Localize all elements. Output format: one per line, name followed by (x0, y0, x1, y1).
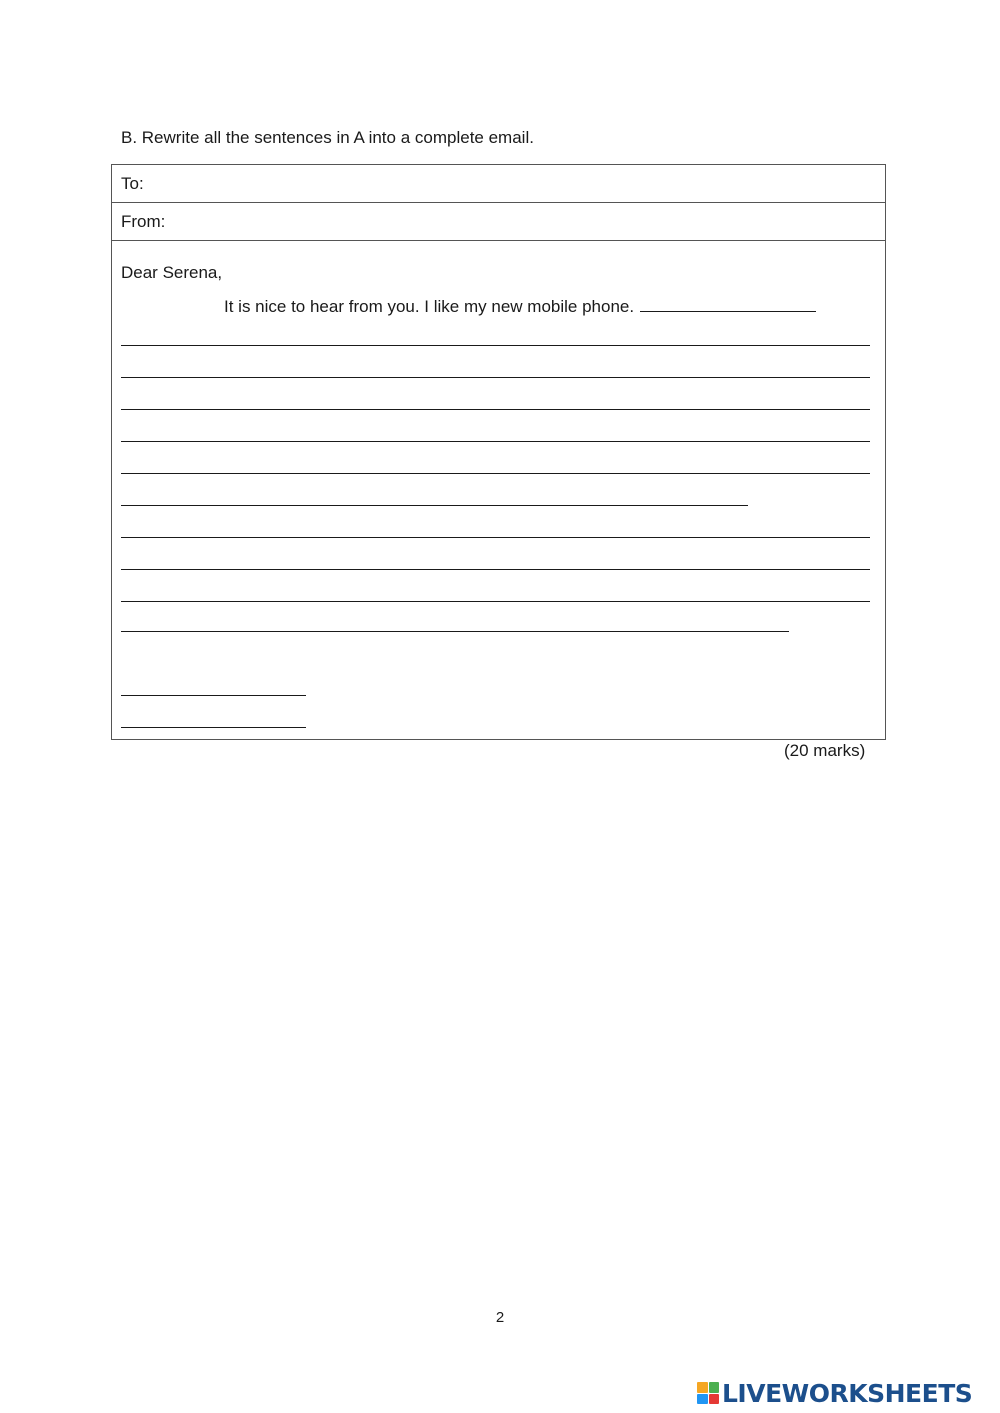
brand-name: LIVEWORKSHEETS (722, 1378, 973, 1408)
answer-line[interactable] (121, 441, 870, 442)
page-number: 2 (495, 1309, 505, 1326)
answer-line[interactable] (121, 601, 870, 602)
first-line-blank[interactable] (640, 295, 816, 312)
instruction-text: B. Rewrite all the sentences in A into a complete email. (121, 128, 534, 147)
closing-line[interactable] (121, 695, 306, 696)
answer-line[interactable] (121, 377, 870, 378)
answer-line[interactable] (121, 537, 870, 538)
answer-line[interactable] (121, 345, 870, 346)
brand-logo-icon (697, 1382, 719, 1404)
from-row (112, 203, 885, 241)
logo-square-icon (709, 1394, 720, 1405)
logo-square-icon (697, 1382, 708, 1393)
first-line (224, 295, 816, 317)
answer-line[interactable] (121, 569, 870, 570)
from-label: From: (121, 212, 166, 231)
marks-label: (20 marks) (784, 741, 866, 760)
email-form-box (111, 164, 886, 740)
to-row (112, 165, 885, 203)
signature-line[interactable] (121, 727, 306, 728)
answer-line[interactable] (121, 473, 870, 474)
liveworksheets-logo (697, 1378, 972, 1408)
first-line-text: It is nice to hear from you. I like my new mobile phone. (224, 297, 635, 316)
greeting-text: Dear Serena, (121, 263, 223, 282)
logo-square-icon (709, 1382, 720, 1393)
answer-line[interactable] (121, 631, 789, 632)
answer-line[interactable] (121, 409, 870, 410)
answer-line[interactable] (121, 505, 748, 506)
logo-square-icon (697, 1394, 708, 1405)
to-label: To: (121, 174, 144, 193)
